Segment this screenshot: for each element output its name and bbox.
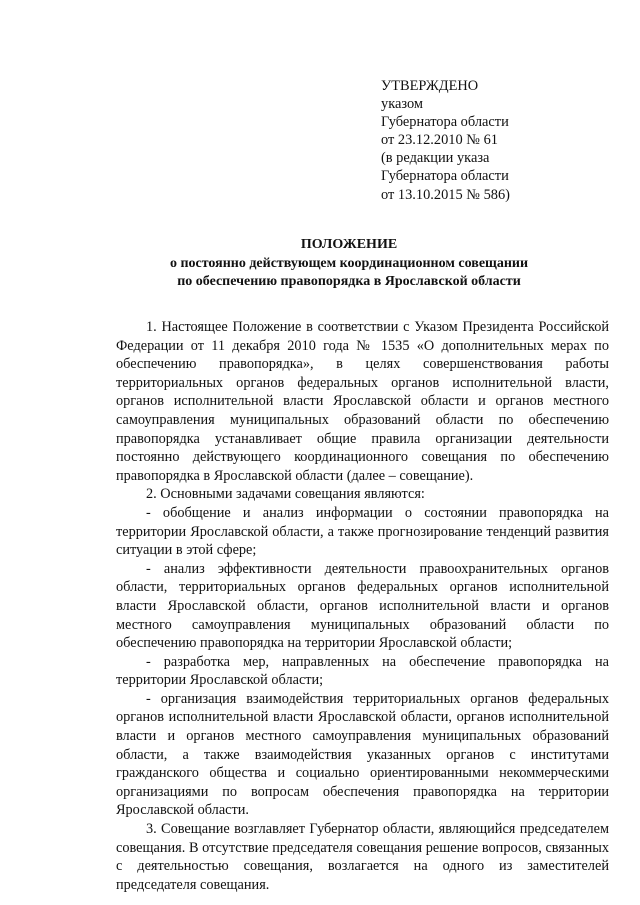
approval-line: от 23.12.2010 № 61 (381, 132, 498, 149)
paragraph-task-3: - разработка мер, направленных на обеспечение правопорядка на территории Ярославской области; (116, 653, 609, 689)
title-heading: ПОЛОЖЕНИЕ (300, 237, 398, 252)
document-body (116, 318, 609, 894)
approval-line: указом (381, 96, 423, 113)
paragraph-task-2: - анализ эффективности деятельности правоохранительных органов области, территориальных органов федеральных органов исполнительной власти Ярославской области, органов исполнительной власти и органов местного самоуправления муниципальных образований области по обеспечению правопорядка на территории Ярославской области; (116, 560, 609, 652)
approval-line: (в редакции указа (381, 150, 490, 167)
paragraph-2: 2. Основными задачами совещания являются: (146, 486, 425, 503)
paragraph-1: 1. Настоящее Положение в соответствии с Указом Президента Российской Федерации от 11 декабря 2010 года № 1535 «О дополнительных мерах по обеспечению правопорядка», в целях совершенствования работы территориальных органов федеральных органов исполнительной власти, органов исполнительной власти Ярославской области и органов местного самоуправления муниципальных образований области по обеспечению правопорядка устанавливает общие правила организации деятельности постоянно действующего координационного совещания по обеспечению правопорядка в Ярославской области (далее – совещание). (116, 319, 609, 484)
title-subline: о постоянно действующем координационном совещании (169, 255, 529, 271)
approval-line: от 13.10.2015 № 586) (381, 186, 510, 203)
approval-line: Губернатора области (381, 168, 509, 185)
paragraph-task-4: - организация взаимодействия территориальных органов федеральных органов исполнительной власти Ярославской области, органов исполнительной власти и органов местного самоуправления муниципальных образований области, а также взаимодействия указанных органов с институтами гражданского общества и социально ориентированными некоммерческими организациями по вопросам обеспечения правопорядка на территории Ярославской области. (116, 690, 609, 819)
paragraph-task-1: - обобщение и анализ информации о состоянии правопорядка на территории Ярославской области, а также прогнозирование тенденций развития ситуации в этой сфере; (116, 504, 609, 559)
approval-line: УТВЕРЖДЕНО (381, 78, 479, 94)
document-title (100, 236, 598, 292)
paragraph-3: 3. Совещание возглавляет Губернатор области, являющийся председателем совещания. В отсутствие председателя совещания решение вопросов, связанных с деятельностью совещания, возлагается на одного из заместителей председателя совещания. (116, 821, 609, 893)
title-subline: по обеспечению правопорядка в Ярославской области (177, 274, 521, 289)
approval-stamp (381, 77, 510, 204)
approval-line: Губернатора области (381, 114, 509, 131)
